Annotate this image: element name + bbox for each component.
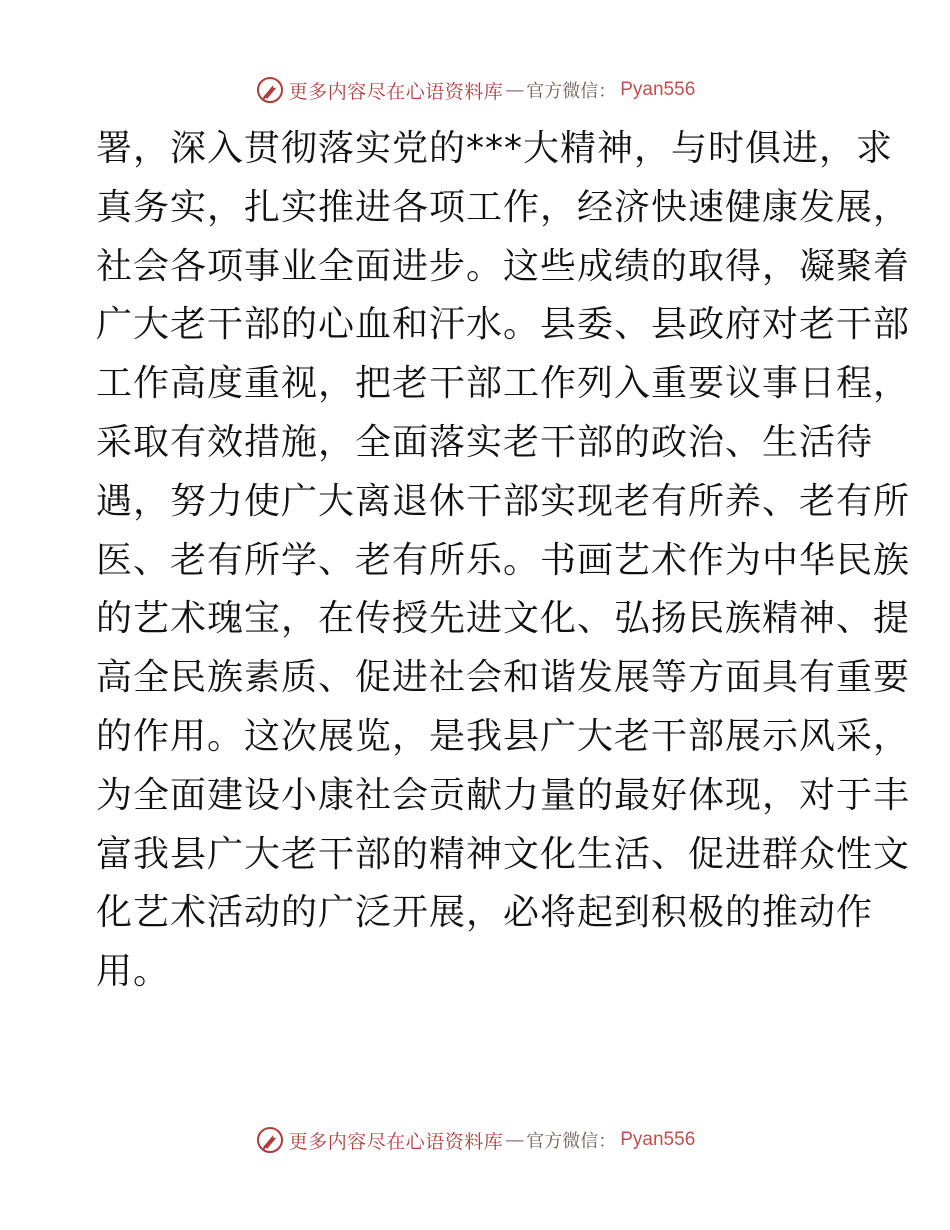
pen-nib-logo-icon <box>255 75 285 105</box>
text-line: 署，深入贯彻落实党的***大精神，与时俱进，求 <box>96 128 894 169</box>
banner-official-label: 官方微信： <box>526 81 617 102</box>
text-line: 遇，努力使广大离退休干部实现老有所养、老有所 <box>96 480 911 522</box>
text-line: 的艺术瑰宝，在传授先进文化、弘扬民族精神、提 <box>96 598 911 640</box>
banner-dash: — <box>505 1129 525 1151</box>
text-line: 真务实，扎实推进各项工作，经济快速健康发展， <box>96 186 911 228</box>
text-line: 社会各项事业全面进步。这些成绩的取得，凝聚着 <box>96 245 911 287</box>
text-line: 医、老有所学、老有所乐。书画艺术作为中华民族 <box>96 539 911 581</box>
text-line: 富我县广大老干部的精神文化生活、促进群众性文 <box>96 833 911 875</box>
document-body <box>96 120 911 1002</box>
text-line: 用。 <box>96 951 171 993</box>
banner-text: 更多内容尽在心语资料库 <box>288 80 504 103</box>
text-line: 化艺术活动的广泛开展，必将起到积极的推动作 <box>96 892 874 934</box>
text-line: 采取有效措施，全面落实老干部的政治、生活待 <box>96 421 874 463</box>
footer-banner <box>0 1124 950 1156</box>
banner-dash: — <box>505 79 525 101</box>
text-line: 高全民族素质、促进社会和谐发展等方面具有重要 <box>96 657 911 699</box>
text-line: 的作用。这次展览，是我县广大老干部展示风采， <box>96 715 911 757</box>
text-line: 工作高度重视，把老干部工作列入重要议事日程， <box>96 363 911 405</box>
text-line: 广大老干部的心血和汗水。县委、县政府对老干部 <box>96 304 911 346</box>
banner-official-label: 官方微信： <box>526 1131 617 1152</box>
text-line: 为全面建设小康社会贡献力量的最好体现，对于丰 <box>96 774 911 816</box>
banner-text: 更多内容尽在心语资料库 <box>288 1130 504 1153</box>
header-banner <box>0 74 950 106</box>
pen-nib-logo-icon <box>255 1125 285 1155</box>
banner-wechat-id: Pyan556 <box>620 79 696 100</box>
banner-wechat-id: Pyan556 <box>620 1129 696 1150</box>
